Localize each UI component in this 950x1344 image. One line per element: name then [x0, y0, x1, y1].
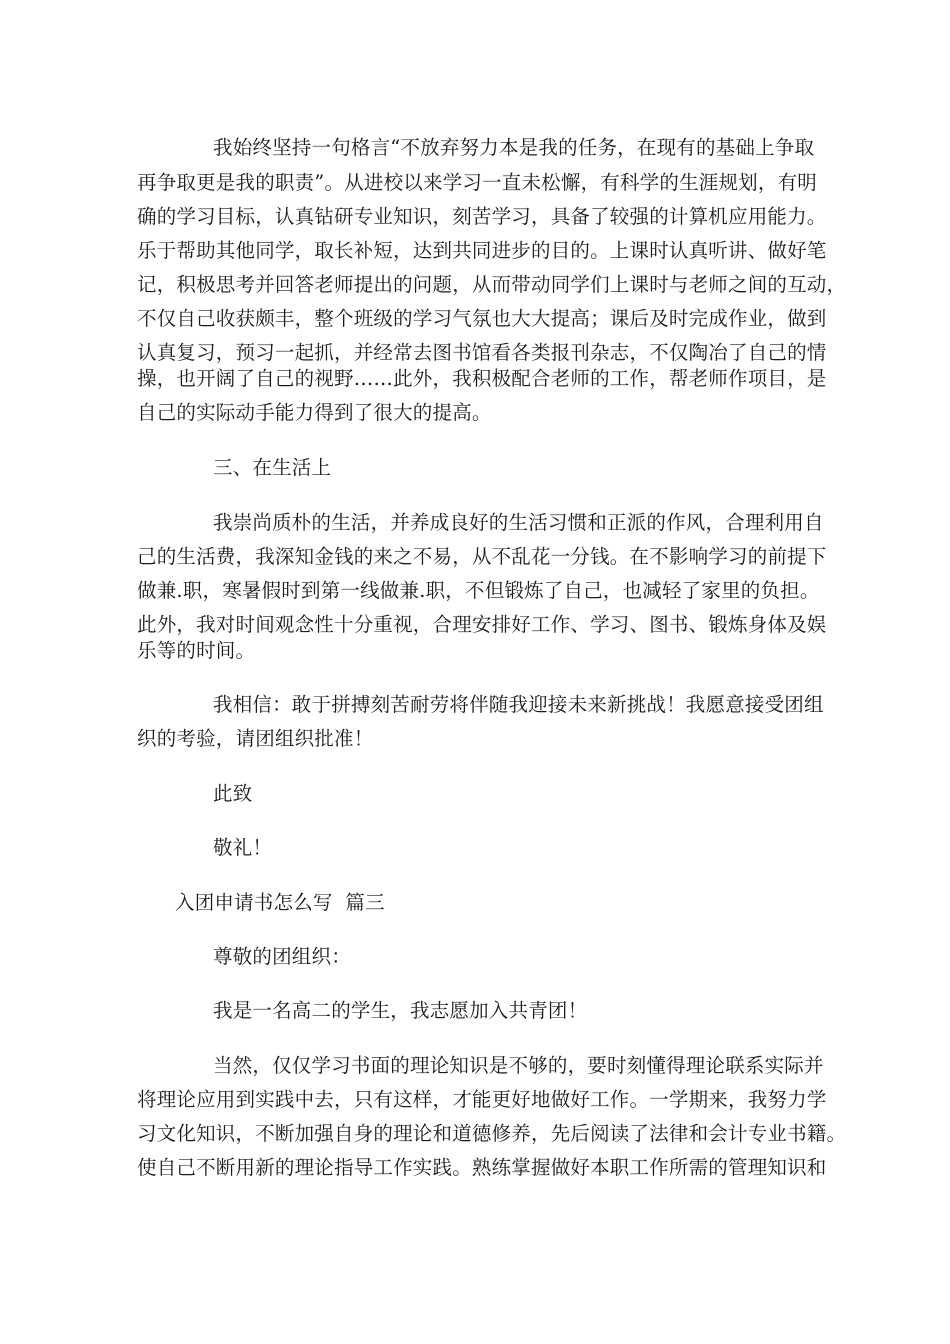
paragraph-line: 此外，我对时间观念性十分重视，合理安排好工作、学习、图书、锻炼身体及娱	[137, 613, 827, 636]
paragraph-line: 乐于帮助其他同学，取长补短，达到共同进步的目的。上课时认真听讲、做好笔	[137, 239, 827, 262]
salutation: 尊敬的团组织：	[213, 945, 351, 968]
paragraph-line: 确的学习目标，认真钻研专业知识，刻苦学习，具备了较强的计算机应用能力。	[137, 205, 827, 228]
closing-line: 此致	[213, 782, 253, 805]
paragraph-line: 己的生活费，我深知金钱的来之不易，从不乱花一分钱。在不影响学习的前提下	[137, 545, 827, 568]
paragraph-line: 我崇尚质朴的生活，并养成良好的生活习惯和正派的作风，合理利用自	[213, 511, 824, 534]
paragraph-line: 我始终坚持一句格言“不放弃努力本是我的任务，在现有的基础上争取	[213, 136, 815, 159]
paragraph-line: 不仅自己收获颇丰，整个班级的学习气氛也大大提高；课后及时完成作业，做到	[137, 307, 827, 330]
paragraph-line: 记，积极思考并回答老师提出的问题，从而带动同学们上课时与老师之间的互动，	[137, 273, 847, 296]
paragraph-line: 操，也开阔了自己的视野……此外，我积极配合老师的工作，帮老师作项目，是	[137, 367, 827, 390]
paragraph-line: 使自己不断用新的理论指导工作实践。熟练掌握做好本职工作所需的管理知识和	[137, 1156, 827, 1179]
paragraph-line: 我是一名高二的学生，我志愿加入共青团！	[213, 999, 588, 1022]
paragraph-line: 做兼.职，寒暑假时到第一线做兼.职，不但锻炼了自己，也减轻了家里的负担。	[137, 579, 820, 602]
article-title: 入团申请书怎么写 篇三	[175, 891, 385, 914]
paragraph-line: 习文化知识，不断加强自身的理论和道德修养，先后阅读了法律和会计专业书籍。	[137, 1122, 847, 1145]
paragraph-line: 我相信：敢于拼搏刻苦耐劳将伴随我迎接未来新挑战！我愿意接受团组	[213, 693, 824, 716]
closing-line: 敬礼！	[213, 836, 273, 859]
paragraph-line: 乐等的时间。	[137, 639, 256, 662]
paragraph-line: 自己的实际动手能力得到了很大的提高。	[137, 401, 492, 424]
paragraph-line: 当然，仅仅学习书面的理论知识是不够的，要时刻懂得理论联系实际并	[213, 1054, 824, 1077]
section-heading: 三、在生活上	[213, 456, 332, 479]
paragraph-line: 再争取更是我的职责”。从进校以来学习一直未松懈，有科学的生涯规划，有明	[137, 171, 817, 194]
paragraph-line: 认真复习，预习一起抓，并经常去图书馆看各类报刊杂志，不仅陶冶了自己的情	[137, 341, 827, 364]
paragraph-line: 将理论应用到实践中去，只有这样，才能更好地做好工作。一学期来，我努力学	[137, 1088, 827, 1111]
paragraph-line: 织的考验，请团组织批准！	[137, 727, 374, 750]
